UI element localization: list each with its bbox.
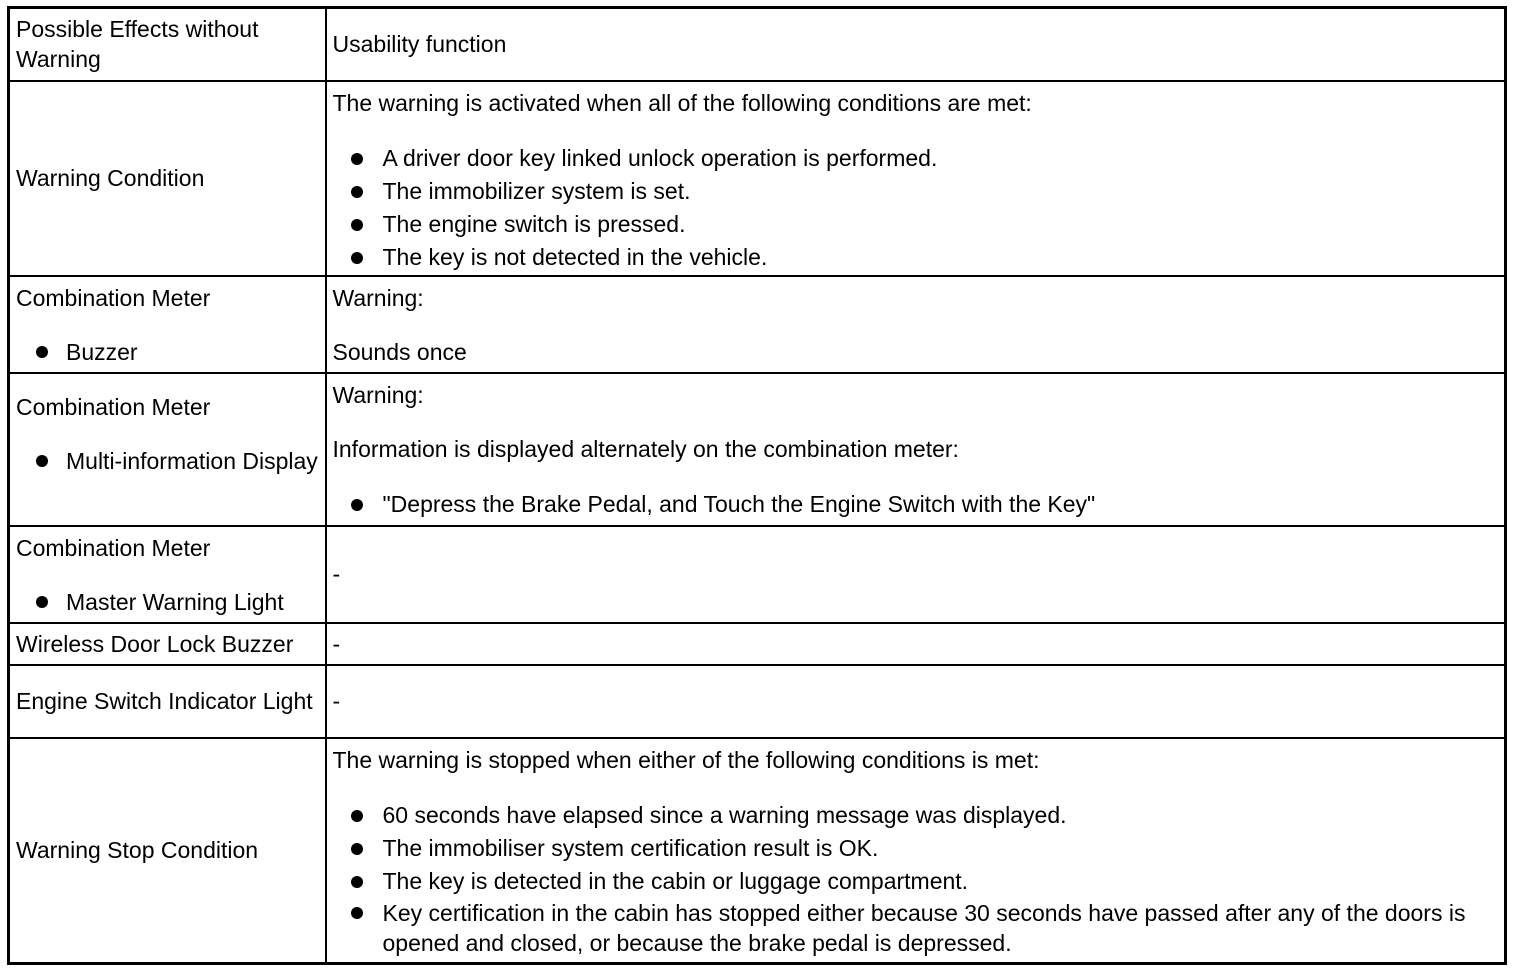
- table-row: [9, 8, 1506, 81]
- row-value-master-warning-light: -: [326, 526, 1506, 623]
- row-value-buzzer: Warning: Sounds once: [326, 276, 1506, 373]
- table-row: [9, 665, 1506, 738]
- table-row: [9, 373, 1506, 526]
- row-label-warning-condition: Warning Condition: [9, 81, 326, 276]
- list-item: The immobiliser system certification result is OK.: [333, 832, 1499, 865]
- table-row: [9, 526, 1506, 623]
- row-value-multi-information-display: Warning: Information is displayed alternately on the combination meter: "Depress the Brake Pedal, and Touch the Engine Switch with the Key": [326, 373, 1506, 526]
- row-value-engine-switch-indicator-light: -: [326, 665, 1506, 738]
- row-label-master-warning-light: Combination Meter Master Warning Light: [9, 526, 326, 623]
- row-value-possible-effects: Usability function: [326, 8, 1506, 81]
- row-label-warning-stop-condition: Warning Stop Condition: [9, 738, 326, 964]
- label-bullet-master-warning-light: Master Warning Light: [16, 587, 319, 617]
- row-label-engine-switch-indicator-light: Engine Switch Indicator Light: [9, 665, 326, 738]
- warning-specification-table: [7, 6, 1507, 965]
- row-label-multi-information-display: Combination Meter Multi-information Display: [9, 373, 326, 526]
- label-bullet-buzzer: Buzzer: [16, 337, 319, 367]
- table-row: [9, 276, 1506, 373]
- table-row: [9, 623, 1506, 665]
- list-item: Key certification in the cabin has stopped either because 30 seconds have passed after any of the doors is opened and closed, or because the brake pedal is depressed.: [333, 898, 1499, 958]
- row-label-buzzer: Combination Meter Buzzer: [9, 276, 326, 373]
- list-item: The engine switch is pressed.: [333, 208, 1499, 241]
- list-item: The key is detected in the cabin or luggage compartment.: [333, 865, 1499, 898]
- row-value-wireless-door-lock-buzzer: -: [326, 623, 1506, 665]
- label-bullet-multi-information-display: Multi-information Display: [16, 446, 319, 476]
- list-item: "Depress the Brake Pedal, and Touch the Engine Switch with the Key": [333, 488, 1499, 521]
- table-row: [9, 81, 1506, 276]
- list-item: A driver door key linked unlock operation is performed.: [333, 142, 1499, 175]
- row-label-wireless-door-lock-buzzer: Wireless Door Lock Buzzer: [9, 623, 326, 665]
- row-value-warning-condition: [326, 81, 1506, 276]
- list-item: The key is not detected in the vehicle.: [333, 241, 1499, 274]
- row-label-possible-effects: Possible Effects without Warning: [9, 8, 326, 81]
- warning-condition-intro: The warning is activated when all of the following conditions are met:: [332, 89, 1032, 116]
- warning-stop-list: [333, 799, 1499, 958]
- list-item: The immobilizer system is set.: [333, 175, 1499, 208]
- warning-stop-intro: The warning is stopped when either of the following conditions is met:: [332, 746, 1040, 773]
- warning-condition-list: [333, 142, 1499, 274]
- warning-table-frame: [7, 6, 1507, 962]
- table-row: [9, 738, 1506, 964]
- row-value-warning-stop-condition: [326, 738, 1506, 964]
- list-item: 60 seconds have elapsed since a warning message was displayed.: [333, 799, 1499, 832]
